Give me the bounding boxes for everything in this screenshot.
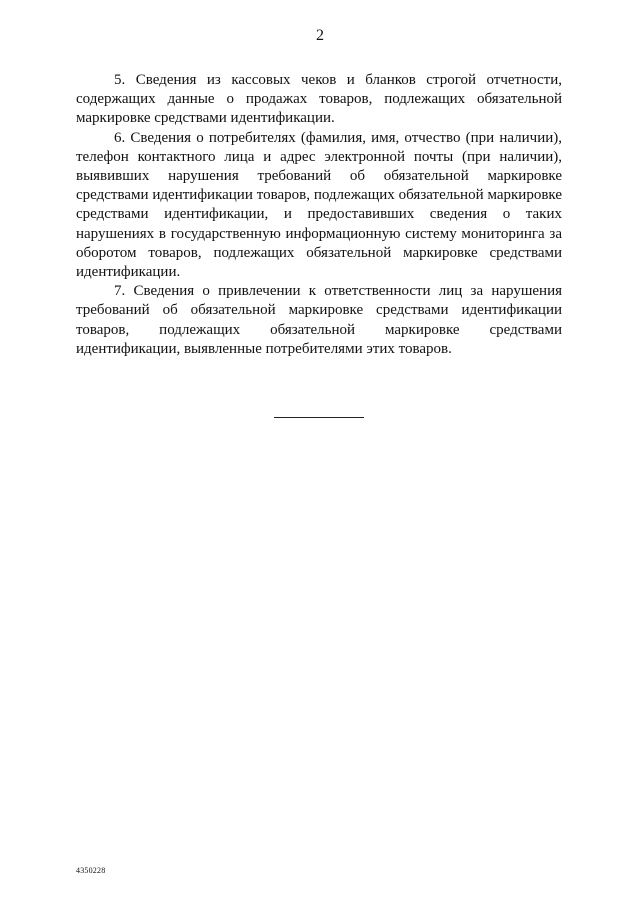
paragraph-item-7: 7. Сведения о привлечении к ответственности лиц за нарушения требований об обязательной маркировке средствами идентификации товаров, подлежащих обязательной маркировке средствами идентификации, выявленные потребителями этих товаров. xyxy=(76,283,562,357)
page-number: 2 xyxy=(316,27,324,44)
paragraph-item-6: 6. Сведения о потребителях (фамилия, имя, отчество (при наличии), телефон контактного лица и адрес электронной почты (при наличии), выявивших нарушения требований об обязательной маркировке средствами идентификации товаров, подлежащих обязательной маркировке средствами идентификации, и предоставивших сведения о таких нарушениях в государственную информационную систему мониторинга за оборотом товаров, подлежащих обязательной маркировке средствами идентификации. xyxy=(76,129,562,281)
end-separator-line xyxy=(274,417,364,418)
document-code: 4350228 xyxy=(76,866,106,875)
document-body xyxy=(76,71,562,359)
paragraph-item-5: 5. Сведения из кассовых чеков и бланков строгой отчетности, содержащих данные о продажах товаров, подлежащих обязательной маркировке средствами идентификации. xyxy=(76,72,562,127)
